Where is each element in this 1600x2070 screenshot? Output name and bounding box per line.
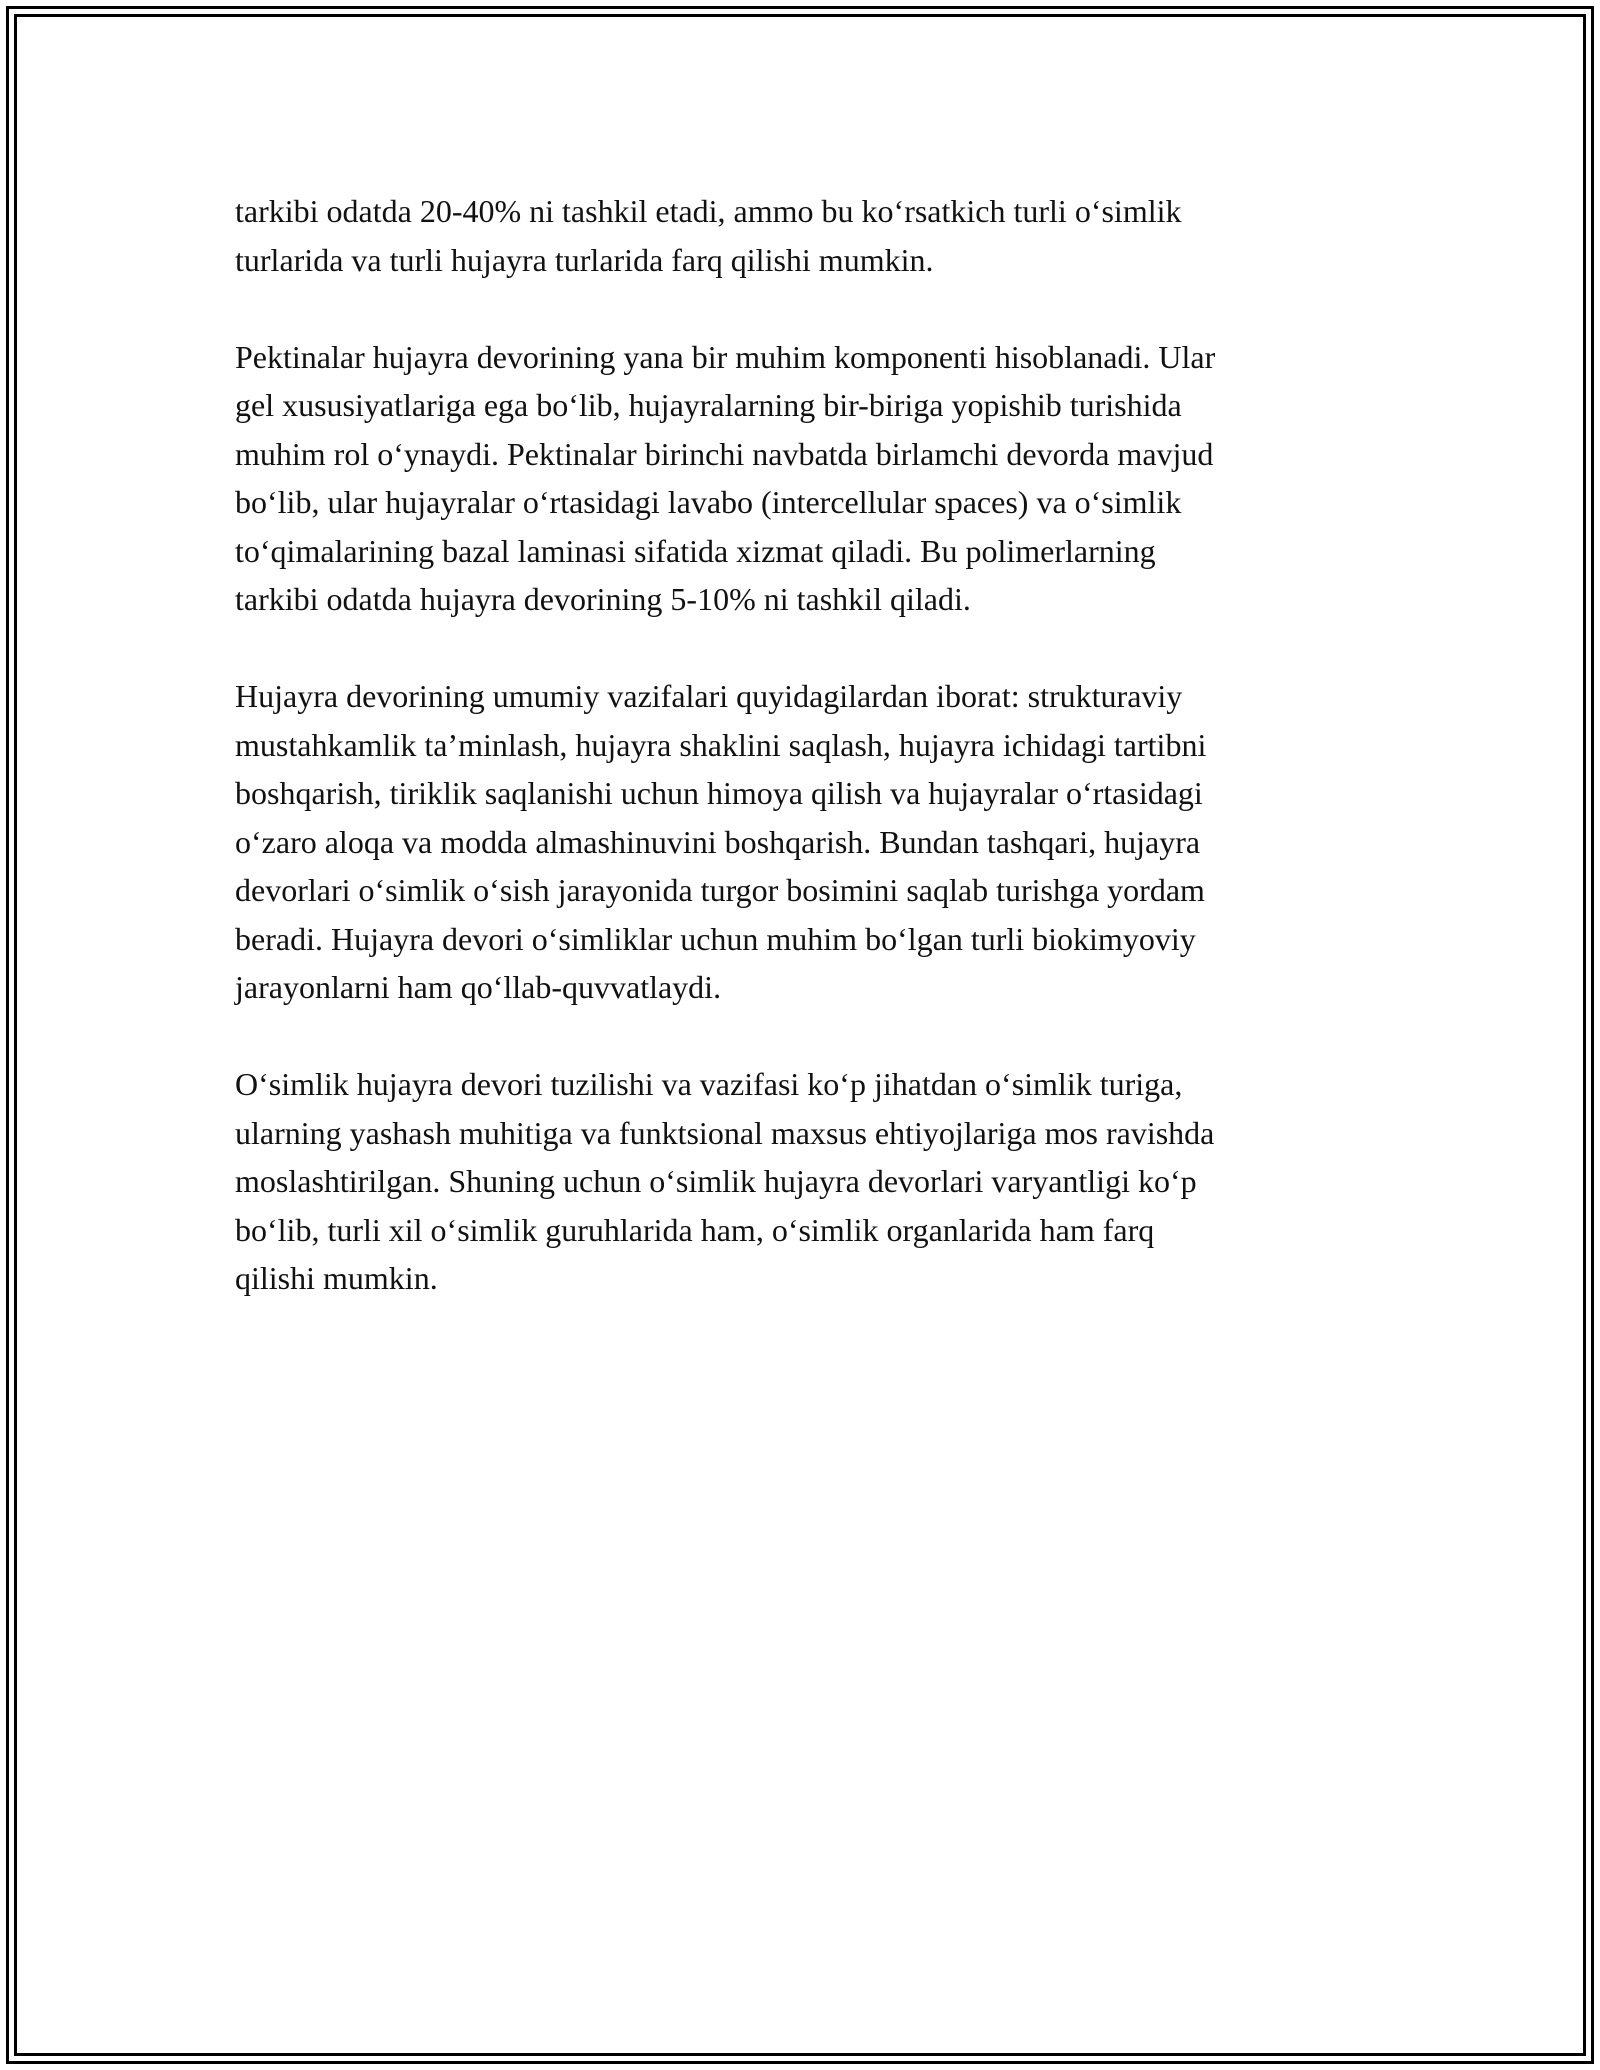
text-line: ularning yashash muhitiga va funktsional maxsus ehtiyojlariga mos ravishda bbox=[235, 1114, 1215, 1151]
text-line: Hujayra devorining umumiy vazifalari quyidagilardan iborat: strukturaviy bbox=[235, 678, 1183, 714]
text-line: bo‘lib, turli xil o‘simlik guruhlarida ham, o‘simlik organlarida ham farq bbox=[235, 1211, 1155, 1248]
paragraph-3 bbox=[235, 672, 1365, 1012]
text-line: jarayonlarni ham qo‘llab-quvvatlaydi. bbox=[235, 969, 722, 1005]
text-line: mustahkamlik ta’minlash, hujayra shaklini saqlash, hujayra ichidagi tartibni bbox=[235, 726, 1207, 763]
text-line: muhim rol o‘ynaydi. Pektinalar birinchi navbatda birlamchi devorda mavjud bbox=[235, 435, 1214, 472]
text-line: moslashtirilgan. Shuning uchun o‘simlik hujayra devorlari varyantligi ko‘p bbox=[235, 1163, 1197, 1199]
paragraph-2 bbox=[235, 333, 1365, 624]
paragraph-1 bbox=[235, 187, 1365, 284]
text-line: bo‘lib, ular hujayralar o‘rtasidagi lavabo (intercellular spaces) va o‘simlik bbox=[235, 484, 1182, 520]
text-line: tarkibi odatda hujayra devorining 5-10% ni tashkil qiladi. bbox=[235, 581, 971, 617]
document-body bbox=[235, 187, 1365, 1351]
text-line: o‘zaro aloqa va modda almashinuvini boshqarish. Bundan tashqari, hujayra bbox=[235, 823, 1201, 860]
paragraph-4 bbox=[235, 1060, 1365, 1303]
text-line: boshqarish, tiriklik saqlanishi uchun himoya qilish va hujayralar o‘rtasidagi bbox=[235, 775, 1203, 811]
text-line: tarkibi odatda 20-40% ni tashkil etadi, ammo bu ko‘rsatkich turli o‘simlik bbox=[235, 193, 1182, 229]
text-line: qilishi mumkin. bbox=[235, 1260, 438, 1296]
text-line: Pektinalar hujayra devorining yana bir muhim komponenti hisoblanadi. Ular bbox=[235, 338, 1216, 375]
text-line: devorlari o‘simlik o‘sish jarayonida turgor bosimini saqlab turishga yordam bbox=[235, 872, 1205, 908]
text-line: turlarida va turli hujayra turlarida farq qilishi mumkin. bbox=[235, 241, 934, 278]
text-line: to‘qimalarining bazal laminasi sifatida xizmat qiladi. Bu polimerlarning bbox=[235, 532, 1156, 569]
text-line: O‘simlik hujayra devori tuzilishi va vazifasi ko‘p jihatdan o‘simlik turiga, bbox=[235, 1066, 1183, 1102]
text-line: beradi. Hujayra devori o‘simliklar uchun muhim bo‘lgan turli biokimyoviy bbox=[235, 920, 1196, 957]
text-line: gel xususiyatlariga ega bo‘lib, hujayralarning bir-biriga yopishib turishida bbox=[235, 387, 1182, 423]
